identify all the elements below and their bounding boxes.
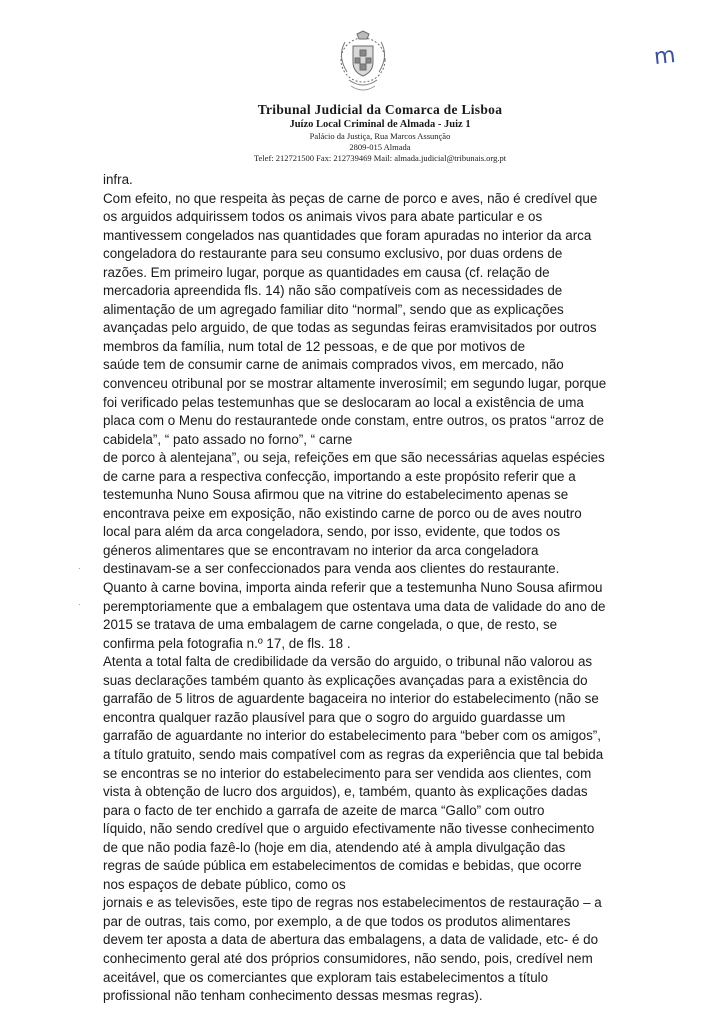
text-line: cabidela”, “ pato assado no forno”, “ carne <box>103 431 353 447</box>
text-line: de que não podia fazê-lo (hoje em dia, atendendo até à ampla divulgação das <box>103 839 566 855</box>
text-line: testemunha Nuno Sousa afirmou que na vitrine do estabelecimento apenas se <box>103 487 569 503</box>
text-line: géneros alimentares que se encontravam no interior da arca congeladora <box>103 542 539 558</box>
text-line: Quanto à carne bovina, importa ainda referir que a testemunha Nuno Sousa afirmou <box>103 580 603 596</box>
court-postcode: 2809-015 Almada <box>349 142 411 152</box>
text-line: os arguidos adquirissem todos os animais vivos para abate particular e os <box>103 209 543 225</box>
text-line: destinavam-se a ser confeccionados para venda aos clientes do restaurante. <box>103 561 560 577</box>
document-body <box>103 171 663 1006</box>
text-line: encontra qualquer razão plausível para que o sogro do arguido guardasse um <box>103 709 566 725</box>
text-line: Com efeito, no que respeita às peças de carne de porco e aves, não é credível que <box>103 190 598 206</box>
text-line: convenceu otribunal por se mostrar altamente inverosímil; em segundo lugar, porque <box>103 376 607 392</box>
coat-of-arms-icon <box>331 30 395 96</box>
text-line: conhecimento geral até dos próprios consumidores, não sendo, pois, credível nem <box>103 950 593 966</box>
text-line: mantivessem congelados nas quantidades que foram apuradas no interior da arca <box>103 227 592 243</box>
text-line: foi verificado pelas testemunhas que se deslocaram ao local a existência de uma <box>103 394 584 410</box>
text-line: nos espaços de debate público, como os <box>103 876 346 892</box>
text-line: placa com o Menu do restaurantede onde constam, entre outros, os pratos “arroz de <box>103 413 604 429</box>
court-unit: Juízo Local Criminal de Almada - Juiz 1 <box>289 119 471 130</box>
text-line: garrafão de 5 litros de aguardente bagaceira no interior do estabelecimento (não se <box>103 691 599 707</box>
text-line: vista à obtenção de lucro dos arguidos), e, também, quanto às explicações dadas <box>103 784 588 800</box>
text-line: devem ter aposta a data de abertura das embalagens, a data de validade, etc- é do <box>103 932 599 948</box>
text-line: encontrava peixe em exposição, não existindo carne de porco ou de aves noutro <box>103 505 582 521</box>
text-line: jornais e as televisões, este tipo de regras nos estabelecimentos de restauração – a <box>103 895 602 911</box>
scan-speck: · <box>78 600 81 609</box>
text-line: aceitável, que os comerciantes que exploram tais estabelecimentos a título <box>103 969 549 985</box>
court-letterhead <box>150 102 610 164</box>
scan-speck: · <box>78 564 81 573</box>
text-line: 2015 se tratava de uma embalagem de carne congelada, o que, de resto, se <box>103 617 558 633</box>
text-line: garrafão de aguardante no interior do estabelecimento para “beber com os amigos”, <box>103 728 601 744</box>
text-line: razões. Em primeiro lugar, porque as quantidades em causa (cf. relação de <box>103 264 550 280</box>
text-line: se encontras se no interior do estabelecimento para ser vendida aos clientes, com <box>103 765 592 781</box>
text-line: par de outras, tais como, por exemplo, a de que todos os produtos alimentares <box>103 913 571 929</box>
text-line: a título gratuito, sendo mais compatível com as regras da experiência que tal bebida <box>103 746 604 762</box>
text-line: congeladora do restaurante para seu consumo exclusivo, por duas ordens de <box>103 246 563 262</box>
handwritten-mark: m <box>652 42 677 71</box>
text-line: para o facto de ter enchido a garrafa de azeite de marca “Gallo” com outro <box>103 802 545 818</box>
text-line: de carne para a respectiva confecção, importando a este propósito referir que a <box>103 468 576 484</box>
text-line: saúde tem de consumir carne de animais comprados vivos, em mercado, não <box>103 357 564 373</box>
court-address: Palácio da Justiça, Rua Marcos Assunção <box>309 131 451 141</box>
text-line: confirma pela fotografia n.º 17, de fls. 18 . <box>103 635 351 651</box>
text-line: membros da família, num total de 12 pessoas, e de que por motivos de <box>103 338 526 354</box>
court-contacts: Telef: 212721500 Fax: 212739469 Mail: almada.judicial@tribunais.org.pt <box>253 153 507 163</box>
text-line: avançadas pelo arguido, de que todas as segundas feiras eramvisitados por outros <box>103 320 597 336</box>
text-line: profissional não tenham conhecimento dessas mesmas regras). <box>103 988 483 1004</box>
court-name: Tribunal Judicial da Comarca de Lisboa <box>257 102 503 117</box>
text-line: suas declarações também quanto às explicações avançadas para a existência do <box>103 672 588 688</box>
text-line: infra. <box>103 172 133 187</box>
text-line: líquido, não sendo credível que o arguido efectivamente não tivesse conhecimento <box>103 821 595 837</box>
text-line: de porco à alentejana”, ou seja, refeições em que são necessárias aquelas espécies <box>103 450 605 466</box>
text-line: mercadoria apreendida fls. 14) não são compatíveis com as necessidades de <box>103 283 563 299</box>
text-line: regras de saúde pública em estabelecimentos de comidas e bebidas, que ocorre <box>103 858 582 874</box>
text-line: alimentação de um agregado familiar dito “normal”, sendo que as explicações <box>103 301 564 317</box>
text-line: Atenta a total falta de credibilidade da versão do arguido, o tribunal não valorou as <box>103 654 593 670</box>
text-line: peremptoriamente que a embalagem que ostentava uma data de validade do ano de <box>103 598 606 614</box>
text-line: local para além da arca congeladora, sendo, por isso, evidente, que todos os <box>103 524 561 540</box>
